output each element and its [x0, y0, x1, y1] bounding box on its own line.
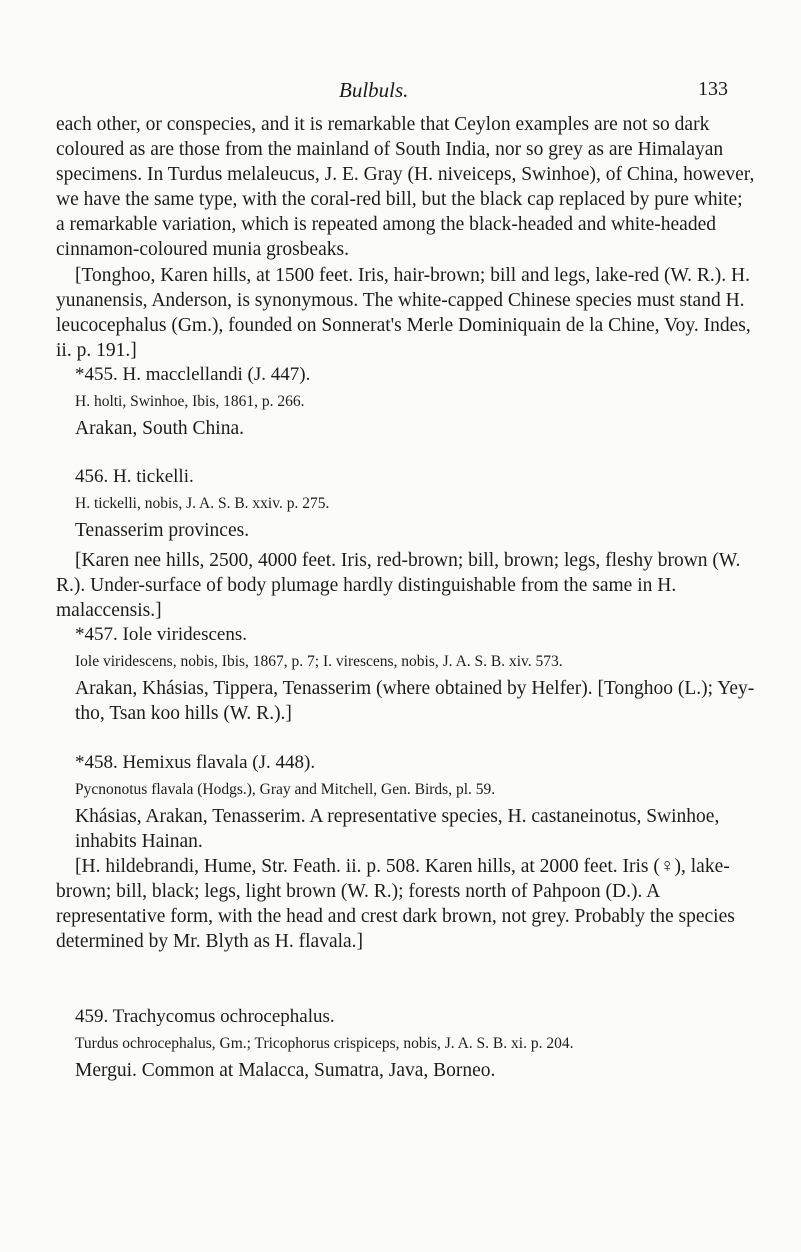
locality-459: Mergui. Common at Malacca, Sumatra, Java, Borneo. [75, 1060, 496, 1081]
synonym-459: Turdus ochrocephalus, Gm.; Tricophorus crispiceps, nobis, J. A. S. B. xi. p. 204. [75, 1035, 574, 1052]
species-heading-457: *457. Iole viridescens. [75, 624, 248, 645]
paragraph-ceylon: each other, or conspecies, and it is remarkable that Ceylon examples are not so dark coloured as are those from the mainland of South India, nor so grey as are Himalayan specimens. In Turdus melaleucus, J. E. Gray (H. niveiceps, Swinhoe), of China, however, we have the same type, with the coral-red bill, but the black cap replaced by pure white; a remarkable variation, which is repeated among the black-headed and white-headed cinnamon-coloured munia grosbeaks. [56, 114, 755, 260]
locality-455: Arakan, South China. [75, 418, 244, 439]
paragraph-tonghoo: [Tonghoo, Karen hills, at 1500 feet. Iris, hair-brown; bill and legs, lake-red (W. R.). H. yunanensis, Anderson, is synonymous. The white-capped Chinese species must stand H. leucocephalus (Gm.), founded on Sonnerat's Merle Dominiquain de la Chine, Voy. Indes, ii. p. 191.] [56, 265, 751, 361]
running-head: Bulbuls. [339, 78, 409, 102]
paragraph-karen-nee: [Karen nee hills, 2500, 4000 feet. Iris, red-brown; bill, brown; legs, fleshy brown (W. R.). Under-surface of body plumage hardly distinguishable from the same in H. malaccensis.] [56, 550, 741, 621]
locality-458: Khásias, Arakan, Tenasserim. A representative species, H. castaneinotus, Swinhoe, inhabits Hainan. [75, 806, 720, 852]
species-heading-459: 459. Trachycomus ochrocephalus. [75, 1006, 335, 1027]
locality-456: Tenasserim provinces. [75, 520, 250, 541]
locality-457: Arakan, Khásias, Tippera, Tenasserim (where obtained by Helfer). [Tonghoo (L.); Yey-tho, Tsan koo hills (W. R.).] [75, 678, 755, 724]
species-heading-456: 456. H. tickelli. [75, 466, 194, 487]
synonym-456: H. tickelli, nobis, J. A. S. B. xxiv. p. 275. [75, 495, 330, 512]
synonym-458: Pycnonotus flavala (Hodgs.), Gray and Mitchell, Gen. Birds, pl. 59. [75, 781, 496, 798]
synonym-457: Iole viridescens, nobis, Ibis, 1867, p. 7; I. virescens, nobis, J. A. S. B. xiv. 573. [75, 653, 563, 670]
species-heading-455: *455. H. macclellandi (J. 447). [75, 364, 311, 385]
synonym-455: H. holti, Swinhoe, Ibis, 1861, p. 266. [75, 393, 305, 410]
species-heading-458: *458. Hemixus flavala (J. 448). [75, 752, 316, 773]
page-number: 133 [698, 78, 728, 100]
paragraph-hildebrandi: [H. hildebrandi, Hume, Str. Feath. ii. p. 508. Karen hills, at 2000 feet. Iris (♀), lake-brown; bill, black; legs, light brown (W. R.); forests north of Pahpoon (D.). A representative form, with the head and crest dark brown, not grey. Probably the species determined by Mr. Blyth as H. flavala.] [56, 856, 735, 952]
